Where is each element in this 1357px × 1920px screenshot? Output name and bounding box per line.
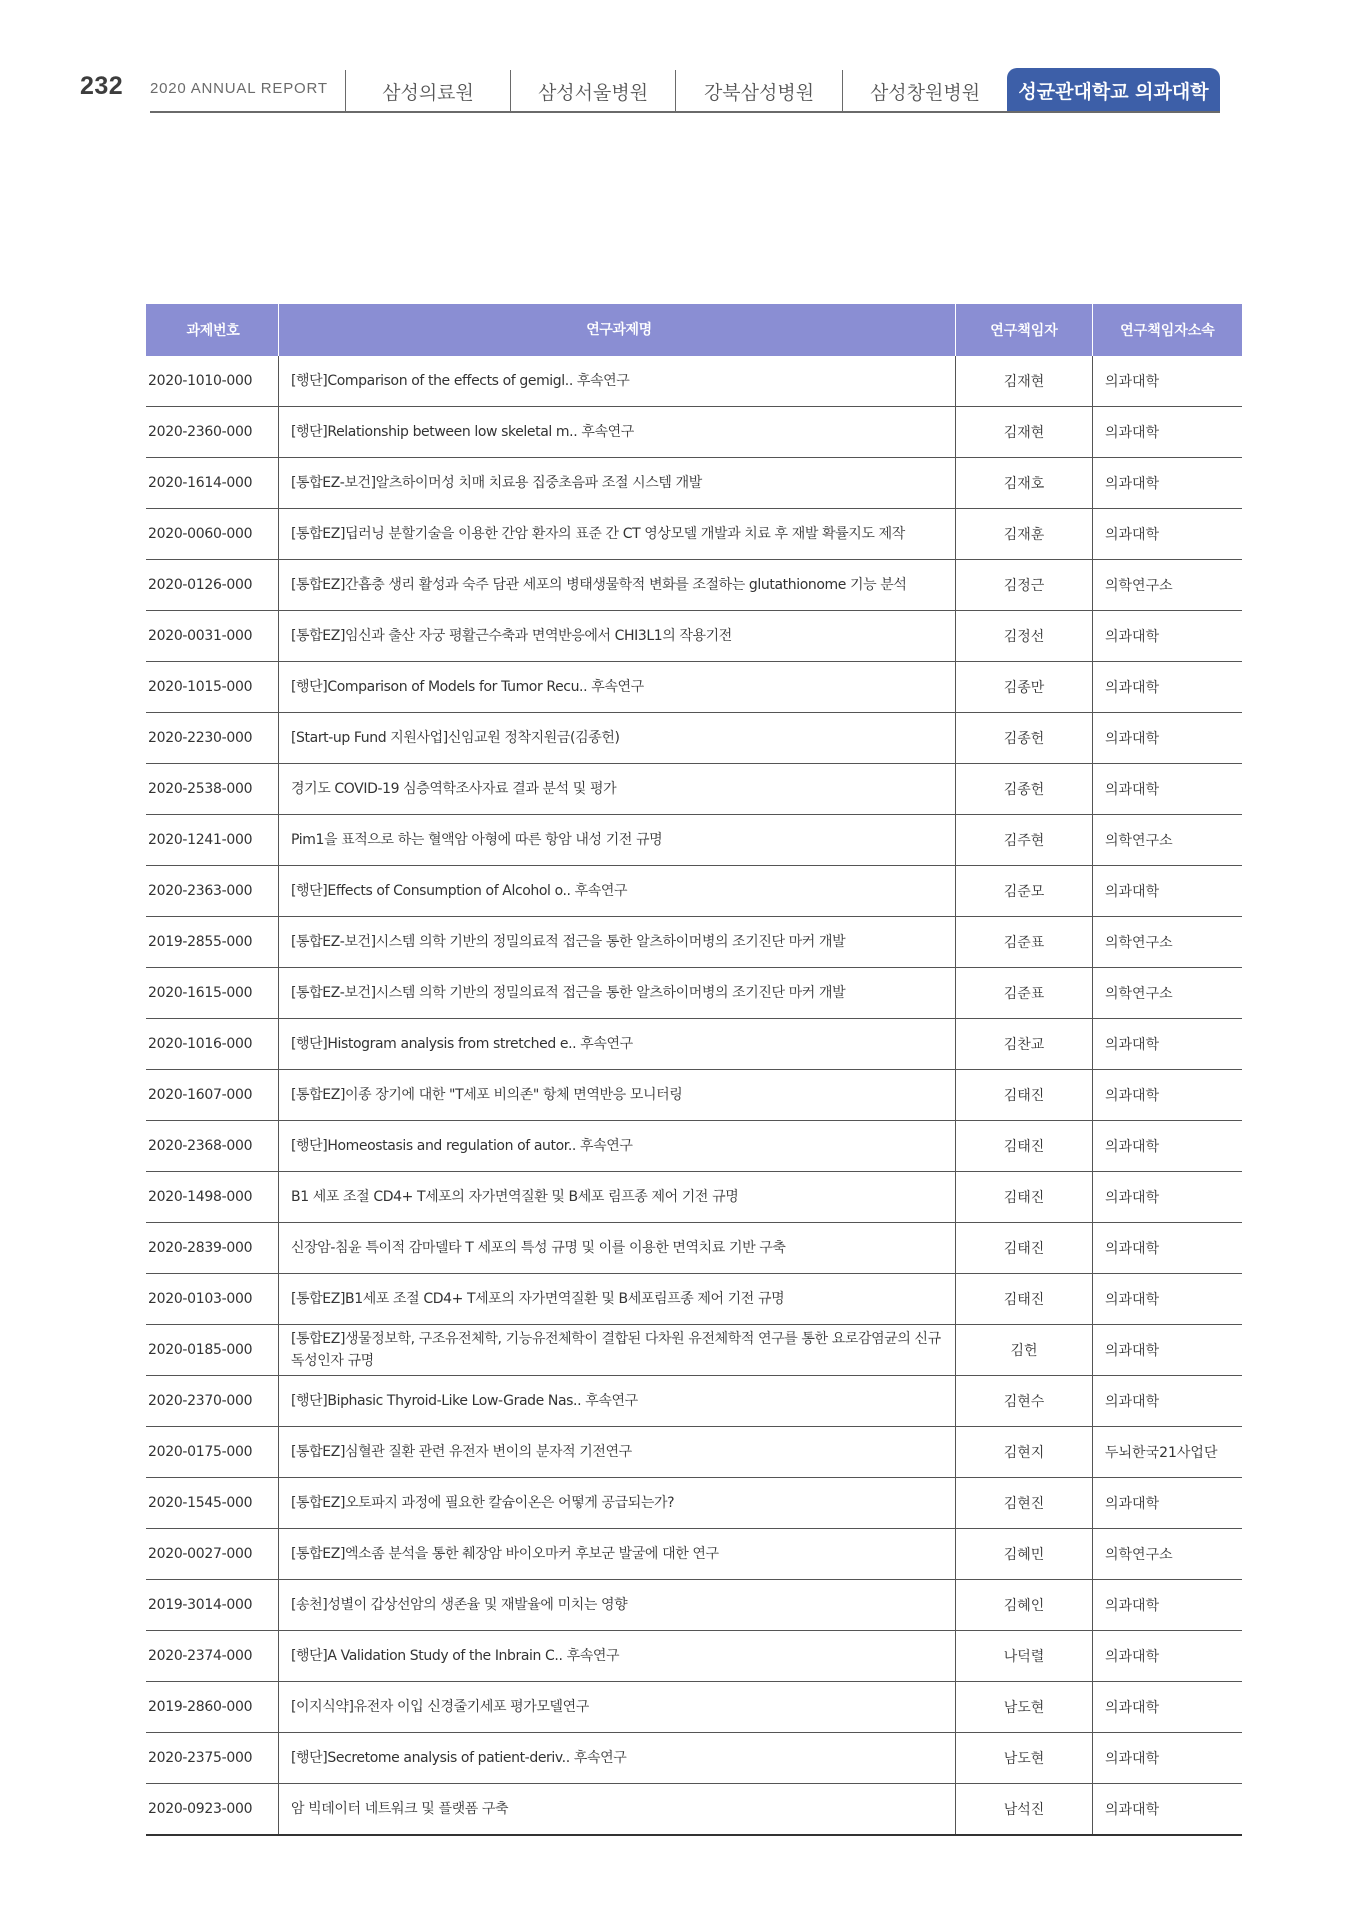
principal-investigator-cell: 김재훈: [956, 509, 1093, 560]
affiliation-cell: 의학연구소: [1093, 560, 1243, 611]
table-row: [146, 1019, 1242, 1070]
affiliation-cell: 의과대학: [1093, 1682, 1243, 1733]
affiliation-cell: 의과대학: [1093, 1325, 1243, 1376]
project-number-cell: 2020-1016-000: [146, 1019, 279, 1070]
principal-investigator-cell: 김혜민: [956, 1529, 1093, 1580]
project-title-cell: B1 세포 조절 CD4+ T세포의 자가면역질환 및 B세포 림프종 제어 기전 규명: [279, 1172, 956, 1223]
project-number-cell: 2020-2374-000: [146, 1631, 279, 1682]
project-number-cell: 2020-2538-000: [146, 764, 279, 815]
project-title-cell: [통합EZ]임신과 출산 자궁 평활근수축과 면역반응에서 CHI3L1의 작용기전: [279, 611, 956, 662]
project-title-cell: [행단]Effects of Consumption of Alcohol o.. 후속연구: [279, 866, 956, 917]
project-title-cell: [통합EZ]딥러닝 분할기술을 이용한 간암 환자의 표준 간 CT 영상모델 개발과 치료 후 재발 확률지도 제작: [279, 509, 956, 560]
table-row: [146, 1427, 1242, 1478]
table-row: [146, 968, 1242, 1019]
project-title-cell: [통합EZ-보건]시스템 의학 기반의 정밀의료적 접근을 통한 알츠하이머병의 조기진단 마커 개발: [279, 968, 956, 1019]
principal-investigator-cell: 김준표: [956, 968, 1093, 1019]
project-number-cell: 2020-0103-000: [146, 1274, 279, 1325]
project-title-cell: [통합EZ-보건]알츠하이머성 치매 치료용 집중초음파 조절 시스템 개발: [279, 458, 956, 509]
principal-investigator-cell: 김현지: [956, 1427, 1093, 1478]
affiliation-cell: 의과대학: [1093, 1070, 1243, 1121]
project-title-cell: [행단]Comparison of the effects of gemigl.. 후속연구: [279, 356, 956, 407]
principal-investigator-cell: 김현진: [956, 1478, 1093, 1529]
tab-samsung-changwon-hospital[interactable]: 삼성창원병원: [842, 70, 1007, 112]
project-title-cell: [통합EZ-보건]시스템 의학 기반의 정밀의료적 접근을 통한 알츠하이머병의 조기진단 마커 개발: [279, 917, 956, 968]
project-title-cell: [행단]A Validation Study of the Inbrain C.. 후속연구: [279, 1631, 956, 1682]
principal-investigator-cell: 남도현: [956, 1682, 1093, 1733]
affiliation-cell: 의과대학: [1093, 611, 1243, 662]
project-number-cell: 2020-2368-000: [146, 1121, 279, 1172]
project-number-cell: 2020-2839-000: [146, 1223, 279, 1274]
project-title-cell: [행단]Biphasic Thyroid-Like Low-Grade Nas.. 후속연구: [279, 1376, 956, 1427]
project-title-cell: [송천]성별이 갑상선암의 생존율 및 재발율에 미치는 영향: [279, 1580, 956, 1631]
project-number-cell: 2020-0175-000: [146, 1427, 279, 1478]
project-title-cell: [통합EZ]이종 장기에 대한 "T세포 비의존" 항체 면역반응 모니터링: [279, 1070, 956, 1121]
principal-investigator-cell: 김찬교: [956, 1019, 1093, 1070]
affiliation-cell: 의과대학: [1093, 1733, 1243, 1784]
principal-investigator-cell: 남도현: [956, 1733, 1093, 1784]
affiliation-cell: 의과대학: [1093, 1019, 1243, 1070]
tab-kangbuk-samsung-hospital[interactable]: 강북삼성병원: [675, 70, 842, 112]
affiliation-cell: 의과대학: [1093, 1376, 1243, 1427]
project-title-cell: [행단]Relationship between low skeletal m.. 후속연구: [279, 407, 956, 458]
project-title-cell: [통합EZ]생물정보학, 구조유전체학, 기능유전체학이 결합된 다차원 유전체학적 연구를 통한 요로감염균의 신규 독성인자 규명: [279, 1325, 956, 1376]
principal-investigator-cell: 김재현: [956, 407, 1093, 458]
table-row: [146, 764, 1242, 815]
principal-investigator-cell: 김준모: [956, 866, 1093, 917]
project-number-cell: 2020-0126-000: [146, 560, 279, 611]
project-number-cell: 2020-2363-000: [146, 866, 279, 917]
affiliation-cell: 의과대학: [1093, 1121, 1243, 1172]
table-row: [146, 458, 1242, 509]
principal-investigator-cell: 김준표: [956, 917, 1093, 968]
research-projects-table: [146, 304, 1217, 1836]
table-row: [146, 356, 1242, 407]
tab-samsung-medical-center[interactable]: 삼성의료원: [345, 70, 510, 112]
table-row: [146, 560, 1242, 611]
project-title-cell: 신장암-침윤 특이적 감마델타 T 세포의 특성 규명 및 이를 이용한 면역치료 기반 구축: [279, 1223, 956, 1274]
project-title-cell: [통합EZ]심혈관 질환 관련 유전자 변이의 분자적 기전연구: [279, 1427, 956, 1478]
table-row: [146, 1631, 1242, 1682]
project-number-cell: 2020-1241-000: [146, 815, 279, 866]
principal-investigator-cell: 김종만: [956, 662, 1093, 713]
principal-investigator-cell: 김태진: [956, 1172, 1093, 1223]
principal-investigator-cell: 김혜인: [956, 1580, 1093, 1631]
project-number-cell: 2020-0185-000: [146, 1325, 279, 1376]
project-number-cell: 2020-2360-000: [146, 407, 279, 458]
project-number-cell: 2020-1614-000: [146, 458, 279, 509]
principal-investigator-cell: 나덕렬: [956, 1631, 1093, 1682]
table-body: [146, 356, 1242, 1835]
table-row: [146, 1121, 1242, 1172]
table-row: [146, 662, 1242, 713]
table-row: [146, 1682, 1242, 1733]
principal-investigator-cell: 김태진: [956, 1070, 1093, 1121]
table-row: [146, 1478, 1242, 1529]
page-number: 232: [80, 72, 124, 100]
table-row: [146, 1070, 1242, 1121]
affiliation-cell: 의학연구소: [1093, 917, 1243, 968]
project-number-cell: 2020-0027-000: [146, 1529, 279, 1580]
principal-investigator-cell: 김현수: [956, 1376, 1093, 1427]
project-number-cell: 2020-1010-000: [146, 356, 279, 407]
table-row: [146, 1274, 1242, 1325]
affiliation-cell: 의학연구소: [1093, 968, 1243, 1019]
principal-investigator-cell: 김재현: [956, 356, 1093, 407]
project-title-cell: [행단]Homeostasis and regulation of autor.. 후속연구: [279, 1121, 956, 1172]
column-header-project-no: 과제번호: [146, 304, 279, 356]
project-title-cell: [Start-up Fund 지원사업]신임교원 정착지원금(김종헌): [279, 713, 956, 764]
affiliation-cell: 의과대학: [1093, 1631, 1243, 1682]
project-title-cell: [통합EZ]간흡충 생리 활성과 숙주 담관 세포의 병태생물학적 변화를 조절하는 glutathionome 기능 분석: [279, 560, 956, 611]
table-row: [146, 1376, 1242, 1427]
project-title-cell: [행단]Secretome analysis of patient-deriv.. 후속연구: [279, 1733, 956, 1784]
principal-investigator-cell: 김주현: [956, 815, 1093, 866]
header-divider: [150, 111, 1220, 113]
affiliation-cell: 의과대학: [1093, 356, 1243, 407]
project-title-cell: [통합EZ]B1세포 조절 CD4+ T세포의 자가면역질환 및 B세포림프종 제어 기전 규명: [279, 1274, 956, 1325]
page-header: [0, 0, 1357, 120]
affiliation-cell: 의학연구소: [1093, 815, 1243, 866]
tab-samsung-seoul-hospital[interactable]: 삼성서울병원: [510, 70, 675, 112]
principal-investigator-cell: 김태진: [956, 1274, 1093, 1325]
table-row: [146, 1733, 1242, 1784]
affiliation-cell: 의과대학: [1093, 1274, 1243, 1325]
affiliation-cell: 의과대학: [1093, 866, 1243, 917]
project-number-cell: 2019-2855-000: [146, 917, 279, 968]
project-number-cell: 2020-2370-000: [146, 1376, 279, 1427]
project-number-cell: 2019-3014-000: [146, 1580, 279, 1631]
table-row: [146, 1580, 1242, 1631]
project-number-cell: 2020-0031-000: [146, 611, 279, 662]
principal-investigator-cell: 남석진: [956, 1784, 1093, 1836]
affiliation-cell: 의과대학: [1093, 1223, 1243, 1274]
table-row: [146, 509, 1242, 560]
affiliation-cell: 의과대학: [1093, 1580, 1243, 1631]
column-header-project-title: 연구과제명: [279, 304, 956, 356]
tab-skku-school-of-medicine[interactable]: 성균관대학교 의과대학: [1007, 68, 1220, 112]
project-number-cell: 2019-2860-000: [146, 1682, 279, 1733]
principal-investigator-cell: 김헌: [956, 1325, 1093, 1376]
section-tabs: [345, 68, 1220, 112]
affiliation-cell: 의과대학: [1093, 407, 1243, 458]
project-title-cell: [행단]Histogram analysis from stretched e.. 후속연구: [279, 1019, 956, 1070]
project-title-cell: [통합EZ]엑소좀 분석을 통한 췌장암 바이오마커 후보군 발굴에 대한 연구: [279, 1529, 956, 1580]
affiliation-cell: 의과대학: [1093, 662, 1243, 713]
report-title: 2020 ANNUAL REPORT: [150, 80, 328, 97]
project-title-cell: [이지식약]유전자 이입 신경줄기세포 평가모델연구: [279, 1682, 956, 1733]
project-number-cell: 2020-1498-000: [146, 1172, 279, 1223]
principal-investigator-cell: 김종헌: [956, 713, 1093, 764]
affiliation-cell: 의학연구소: [1093, 1529, 1243, 1580]
project-title-cell: [행단]Comparison of Models for Tumor Recu.. 후속연구: [279, 662, 956, 713]
table-row: [146, 866, 1242, 917]
affiliation-cell: 의과대학: [1093, 1172, 1243, 1223]
affiliation-cell: 의과대학: [1093, 1784, 1243, 1836]
affiliation-cell: 의과대학: [1093, 764, 1243, 815]
principal-investigator-cell: 김태진: [956, 1223, 1093, 1274]
project-number-cell: 2020-1015-000: [146, 662, 279, 713]
affiliation-cell: 의과대학: [1093, 713, 1243, 764]
table-row: [146, 1784, 1242, 1836]
table-row: [146, 1172, 1242, 1223]
table-row: [146, 611, 1242, 662]
project-number-cell: 2020-0923-000: [146, 1784, 279, 1836]
table-header-row: [146, 304, 1242, 356]
affiliation-cell: 두뇌한국21사업단: [1093, 1427, 1243, 1478]
project-title-cell: [통합EZ]오토파지 과정에 필요한 칼슘이온은 어떻게 공급되는가?: [279, 1478, 956, 1529]
table-row: [146, 407, 1242, 458]
affiliation-cell: 의과대학: [1093, 509, 1243, 560]
table-row: [146, 713, 1242, 764]
project-number-cell: 2020-2230-000: [146, 713, 279, 764]
table-row: [146, 1325, 1242, 1376]
project-number-cell: 2020-1607-000: [146, 1070, 279, 1121]
table-row: [146, 917, 1242, 968]
principal-investigator-cell: 김재호: [956, 458, 1093, 509]
project-number-cell: 2020-1615-000: [146, 968, 279, 1019]
table-row: [146, 1223, 1242, 1274]
table-row: [146, 815, 1242, 866]
principal-investigator-cell: 김태진: [956, 1121, 1093, 1172]
project-number-cell: 2020-1545-000: [146, 1478, 279, 1529]
column-header-affiliation: 연구책임자소속: [1093, 304, 1243, 356]
project-title-cell: 경기도 COVID-19 심층역학조사자료 결과 분석 및 평가: [279, 764, 956, 815]
principal-investigator-cell: 김종헌: [956, 764, 1093, 815]
project-title-cell: Pim1을 표적으로 하는 혈액암 아형에 따른 항암 내성 기전 규명: [279, 815, 956, 866]
project-title-cell: 암 빅데이터 네트워크 및 플랫폼 구축: [279, 1784, 956, 1836]
principal-investigator-cell: 김정근: [956, 560, 1093, 611]
affiliation-cell: 의과대학: [1093, 1478, 1243, 1529]
column-header-pi: 연구책임자: [956, 304, 1093, 356]
table-row: [146, 1529, 1242, 1580]
project-number-cell: 2020-0060-000: [146, 509, 279, 560]
principal-investigator-cell: 김정선: [956, 611, 1093, 662]
affiliation-cell: 의과대학: [1093, 458, 1243, 509]
project-number-cell: 2020-2375-000: [146, 1733, 279, 1784]
